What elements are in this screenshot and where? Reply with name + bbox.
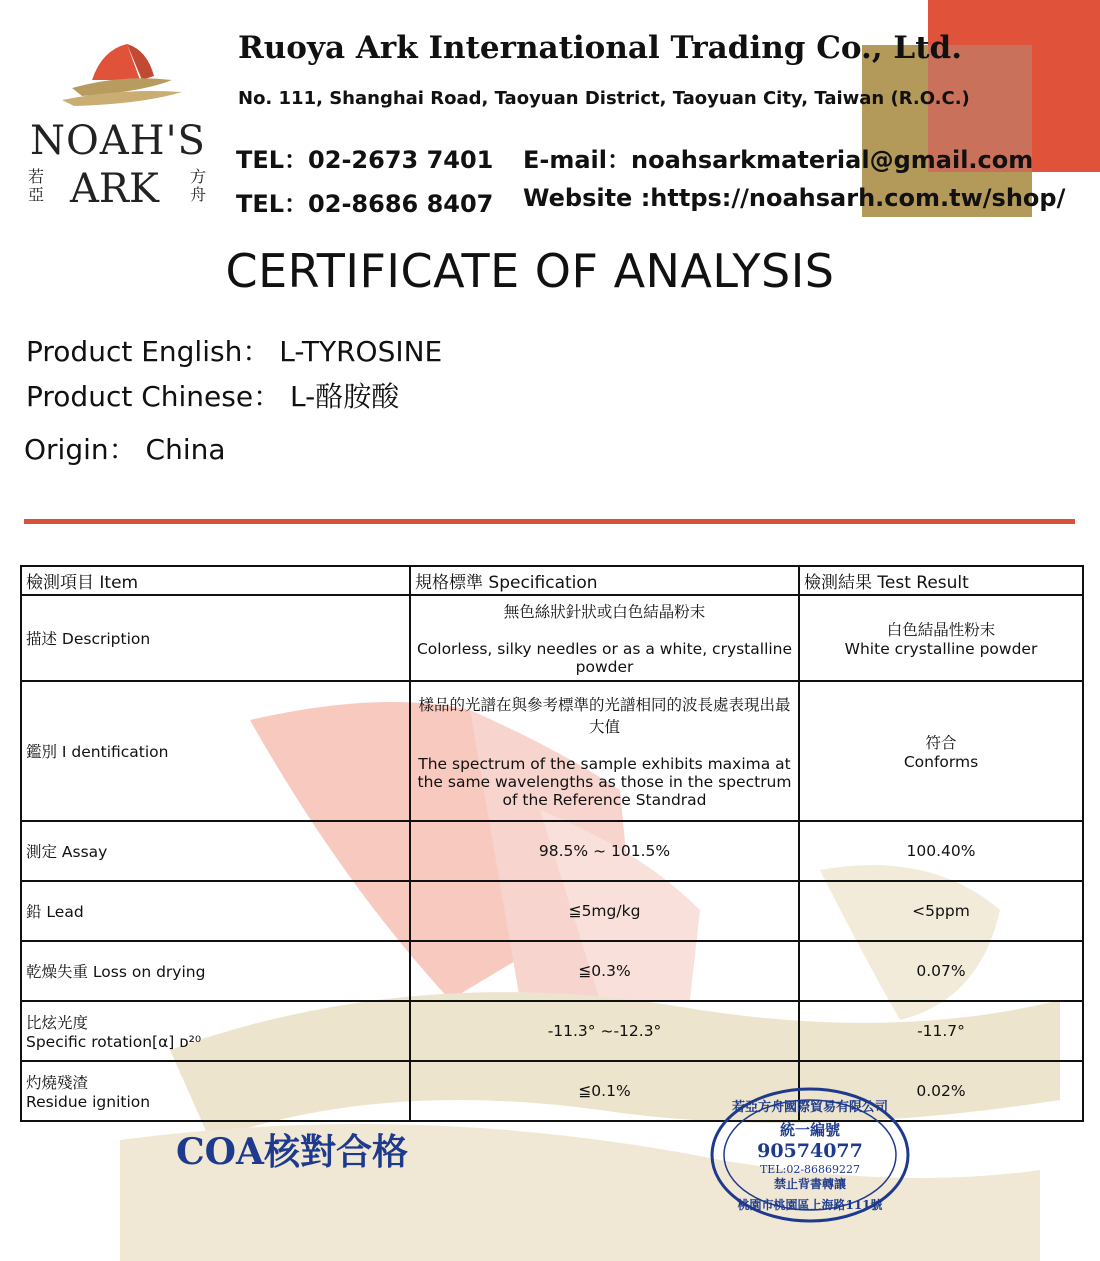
telephone-1: TEL：02-2673 7401: [236, 146, 494, 174]
item-cell: 測定 Assay: [21, 821, 410, 881]
email-address: E-mail：noahsarkmaterial@gmail.com: [523, 146, 1034, 174]
company-name: Ruoya Ark International Trading Co., Ltd.: [238, 30, 962, 66]
spec-cell: 樣品的光譜在與參考標準的光譜相同的波長處表現出最大值 The spectrum of the sample exhibits maxima at the same wavelengths as those in the spectrum of the Reference Standrad: [410, 681, 799, 821]
item-cell: 乾燥失重 Loss on drying: [21, 941, 410, 1001]
table-row: [21, 681, 1083, 821]
result-cell: -11.7°: [799, 1001, 1083, 1061]
item-cell: 鑑別 I dentification: [21, 681, 410, 821]
table-row: [21, 821, 1083, 881]
document-title: CERTIFICATE OF ANALYSIS: [225, 244, 835, 298]
table-row: [21, 881, 1083, 941]
result-cell: 白色結晶性粉末 White crystalline powder: [799, 595, 1083, 681]
item-cell: 鉛 Lead: [21, 881, 410, 941]
handwritten-approval: COA核對合格: [176, 1131, 408, 1173]
table-header-row: [21, 566, 1083, 595]
website-url: Website :https://noahsarh.com.tw/shop/: [523, 184, 1066, 212]
origin-line: [24, 428, 226, 468]
spec-cell: -11.3° ~-12.3°: [410, 1001, 799, 1061]
ship-icon: [22, 30, 222, 110]
result-cell: 0.07%: [799, 941, 1083, 1001]
logo-chinese-right: 方舟: [190, 167, 207, 204]
spec-cell: ≦5mg/kg: [410, 881, 799, 941]
spec-cell: 98.5% ~ 101.5%: [410, 821, 799, 881]
product-english-label: Product English：: [26, 335, 271, 368]
company-logo: [22, 30, 222, 220]
origin-label: Origin：: [24, 433, 137, 466]
spec-cell: 無色絲狀針狀或白色結晶粉末 Colorless, silky needles or as a white, crystalline powder: [410, 595, 799, 681]
column-header-item: 檢測項目 Item: [21, 566, 410, 595]
logo-chinese-left: 若亞: [28, 167, 45, 204]
product-chinese-value: L-酪胺酸: [289, 380, 400, 413]
product-chinese-line: [26, 375, 399, 415]
product-english-value: L-TYROSINE: [279, 335, 443, 368]
result-cell: <5ppm: [799, 881, 1083, 941]
section-divider: [24, 519, 1075, 524]
result-cell: 符合 Conforms: [799, 681, 1083, 821]
analysis-table: [20, 565, 1084, 1122]
table-row: [21, 941, 1083, 1001]
product-chinese-label: Product Chinese：: [26, 380, 282, 413]
table-row: [21, 1061, 1083, 1121]
column-header-result: 檢測結果 Test Result: [799, 566, 1083, 595]
spec-cell: ≦0.3%: [410, 941, 799, 1001]
seal-number: 90574077: [757, 1140, 863, 1162]
company-seal-stamp: [708, 1085, 913, 1225]
company-address: No. 111, Shanghai Road, Taoyuan District, Taoyuan City, Taiwan (R.O.C.): [238, 88, 970, 109]
logo-ark-text: ARK: [70, 166, 159, 212]
table-row: [21, 595, 1083, 681]
telephone-2: TEL：02-8686 8407: [236, 190, 494, 218]
spec-cell: ≦0.1%: [410, 1061, 799, 1121]
logo-noahs-text: NOAH'S: [30, 118, 206, 164]
item-cell: 灼燒殘渣 Residue ignition: [21, 1061, 410, 1121]
result-cell: 0.02%: [799, 1061, 1083, 1121]
origin-value: China: [145, 433, 226, 466]
item-cell: 比炫光度 Specific rotation[α] ᴅ²⁰: [21, 1001, 410, 1061]
seal-label: 統一編號: [779, 1121, 841, 1139]
seal-note: 禁止背書轉讓: [773, 1177, 847, 1191]
product-english-line: [26, 330, 442, 370]
seal-company-name: 若亞方舟國際貿易有限公司: [731, 1100, 889, 1115]
result-cell: 100.40%: [799, 821, 1083, 881]
column-header-specification: 規格標準 Specification: [410, 566, 799, 595]
table-row: [21, 1001, 1083, 1061]
seal-telephone: TEL:02-86869227: [759, 1163, 861, 1176]
seal-address: 桃園市桃園區上海路111號: [737, 1198, 883, 1212]
item-cell: 描述 Description: [21, 595, 410, 681]
